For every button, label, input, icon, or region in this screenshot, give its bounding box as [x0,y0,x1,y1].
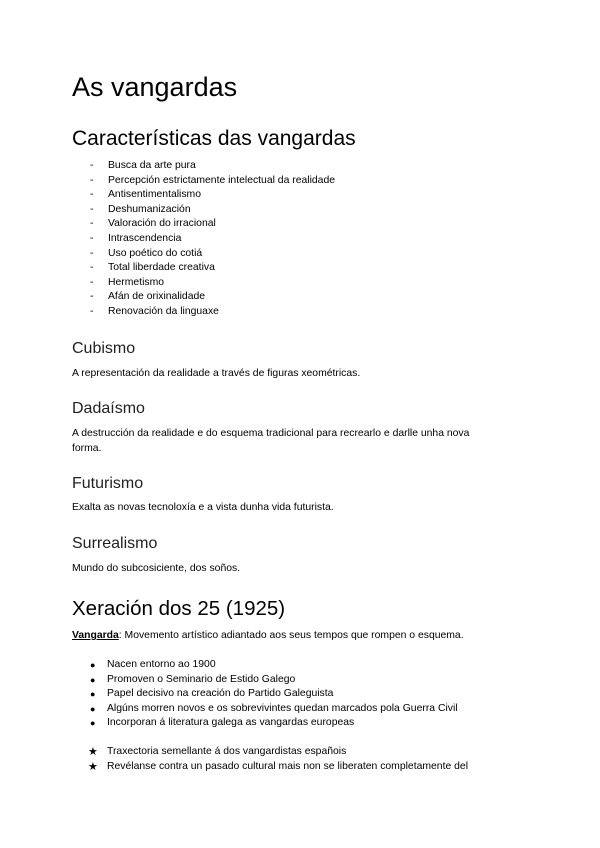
subheading-dadaismo: Dadaísmo [72,400,145,417]
paragraph-surrealismo: Mundo do subcosiciente, dos soños. [72,563,241,574]
bullet-icon: ● [90,674,96,685]
definition-text: : Movemento artístico adiantado aos seus tempos que rompen o esquema. [118,630,464,641]
dash-marker: - [90,203,94,215]
dash-marker: - [90,262,94,274]
dash-marker: - [90,218,94,230]
dash-marker: - [90,189,94,201]
section-heading-characteristics: Características das vangardas [72,127,356,150]
definition-paragraph [72,628,464,643]
star-icon: ★ [88,746,98,758]
page-title: As vangardas [72,72,238,102]
paragraph-dadaismo-line2: forma. [72,443,102,454]
subheading-cubismo: Cubismo [72,340,136,357]
dash-marker: - [90,291,94,303]
document-page: As vangardas Características das vangardas - Busca da arte pura - Percepción estrictamente intelectual da realidade - Antisentimentalismo - Deshumanización - Valoración do irracional - Intrascendencia - Uso poético do cotiá - Total liberdade creativa - Hermetismo - Afán de orixinalidade - Renovación da linguaxe Cubismo A representación da realidade a través de figuras xeométricas. Dadaísmo A destrucción da realidade e do esquema tradicional para recrearlo e darlle unha nova forma. Futurismo Exalta as novas tecnoloxía e a vista dunha vida futurista. Surrealismo Mundo do subcosiciente, dos soños. Xeración dos 25 (1925) Vangarda: Movemento artístico adiantado aos seus tempos que rompen o esquema. ● Nacen entorno ao 1900 ● Promoven o Seminario de Estido Galego ● Papel decisivo na creación do Partido Galeguista ● Algúns morren novos e os sobrevivintes quedan marcados pola Guerra Civil ● Incorporan á literatura galega as vangardas europeas ★ Traxectoria semellante á dos vangardistas españois ★ Revélanse contra un pasado cultural mais non se liberaten completamente del [72,72,470,773]
dash-marker: - [90,276,94,288]
bullet-icon: ● [90,660,96,670]
section-heading-xeracion: Xeración dos 25 (1925) [72,597,286,620]
dash-marker: - [90,174,94,186]
paragraph-cubismo: A representación da realidade a través de figuras xeométricas. [72,368,361,379]
star-icon: ★ [88,760,98,773]
bullet-icon: ● [90,703,96,714]
dash-marker: - [90,305,94,317]
bullet-icon: ● [90,718,96,729]
subheading-surrealismo: Surrealismo [72,535,158,552]
bullet-icon: ● [90,689,96,700]
dash-marker: - [90,247,94,259]
subheading-futurismo: Futurismo [72,475,144,492]
paragraph-dadaismo-line1: A destrucción da realidade e do esquema tradicional para recrearlo e darlle unha nova [72,428,470,439]
dash-marker: - [90,232,94,244]
defined-term: Vangarda [72,630,119,641]
dash-marker: - [90,160,94,171]
paragraph-futurismo: Exalta as novas tecnoloxía e a vista dunha vida futurista. [72,502,334,513]
